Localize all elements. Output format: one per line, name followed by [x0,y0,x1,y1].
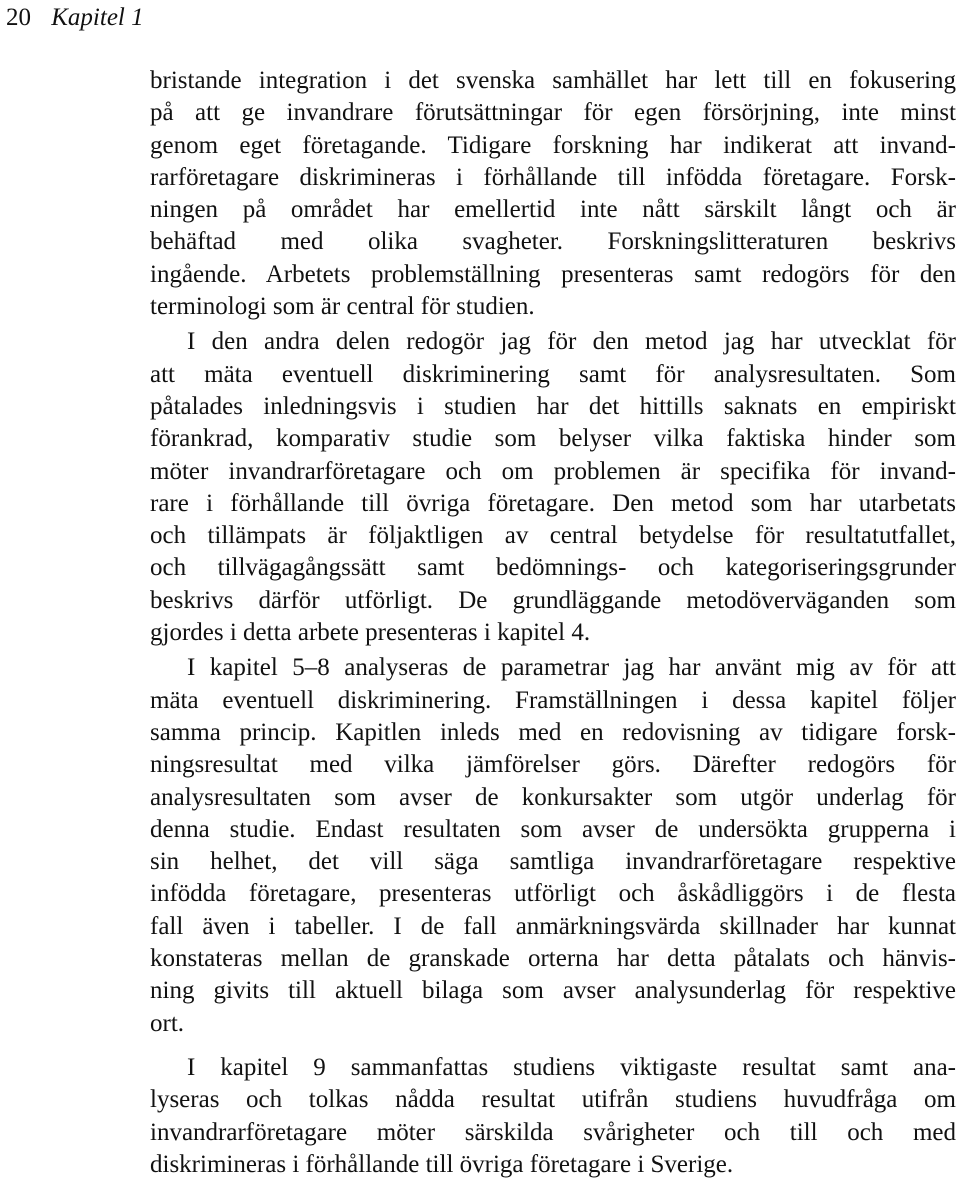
text-line: konstateras mellan de granskade orterna har detta påtalats och hänvis- [150,945,956,973]
text-line: beskrivs därför utförligt. De grundläggande metodöverväganden som [150,586,956,614]
text-line: analysresultaten som avser de konkursakter som utgör underlag för [150,783,956,811]
text-line: påtalades inledningsvis i studien har det hittills saknats en empiriskt [150,392,956,420]
text-line: infödda företagare, presenteras utförligt och åskådliggörs i de flesta [150,880,956,908]
text-line: ningen på området har emellertid inte nått särskilt långt och är [150,196,956,224]
text-line: I den andra delen redogör jag för den metod jag har utvecklat för [187,328,956,356]
text-line: sin helhet, det vill säga samtliga invandrarföretagare respektive [150,848,956,876]
text-line: lyseras och tolkas nådda resultat utifrån studiens huvudfråga om [150,1086,956,1114]
text-line: invandrarföretagare möter särskilda svårigheter och till och med [150,1118,956,1146]
text-line: mäta eventuell diskriminering. Framställningen i dessa kapitel följer [150,686,956,714]
text-line: denna studie. Endast resultaten som avser de undersökta grupperna i [150,815,956,843]
text-line: genom eget företagande. Tidigare forskning har indikerat att invand- [150,131,956,159]
text-line: diskrimineras i förhållande till övriga företagare i Sverige. [150,1150,734,1178]
text-line: behäftad med olika svagheter. Forskningslitteraturen beskrivs [150,228,956,256]
text-line: och tillvägagångssätt samt bedömnings- och kategoriseringsgrunder [150,554,956,582]
text-line: förankrad, komparativ studie som belyser vilka faktiska hinder som [150,425,956,453]
running-title: Kapitel 1 [51,4,144,31]
text-line: I kapitel 5–8 analyseras de parametrar jag har använt mig av för att [187,654,956,682]
text-line: ningsresultat med vilka jämförelser görs. Därefter redogörs för [150,751,956,779]
text-line: rarföretagare diskrimineras i förhållande till infödda företagare. Forsk- [150,163,956,191]
text-line: och tillämpats är följaktligen av central betydelse för resultatutfallet, [150,522,956,550]
text-line: gjordes i detta arbete presenteras i kapitel 4. [150,619,591,647]
text-line: möter invandrarföretagare och om problemen är specifika för invand- [150,457,956,485]
page-number: 20 [6,4,31,31]
text-line: samma princip. Kapitlen inleds med en redovisning av tidigare forsk- [150,718,956,746]
text-line: ingående. Arbetets problemställning presenteras samt redogörs för den [150,260,956,288]
text-line: ort. [150,1009,185,1037]
body-text [150,65,956,1181]
text-line: ning givits till aktuell bilaga som avser analysunderlag för respektive [150,977,956,1005]
paragraph-1 [150,65,956,323]
text-line: terminologi som är central för studien. [150,293,535,321]
text-line: rare i förhållande till övriga företagare. Den metod som har utarbetats [150,489,956,517]
paragraph-2 [150,326,956,649]
text-line: I kapitel 9 sammanfattas studiens viktigaste resultat samt ana- [187,1053,956,1081]
text-line: att mäta eventuell diskriminering samt för analysresultaten. Som [150,360,956,388]
text-line: bristande integration i det svenska samhället har lett till en fokusering [150,67,956,94]
paragraph-3 [150,652,956,1040]
paragraph-4 [150,1052,956,1181]
text-line: på att ge invandrare förutsättningar för egen försörjning, inte minst [150,99,956,127]
text-line: fall även i tabeller. I de fall anmärkningsvärda skillnader har kunnat [150,912,956,940]
running-header [6,0,144,36]
